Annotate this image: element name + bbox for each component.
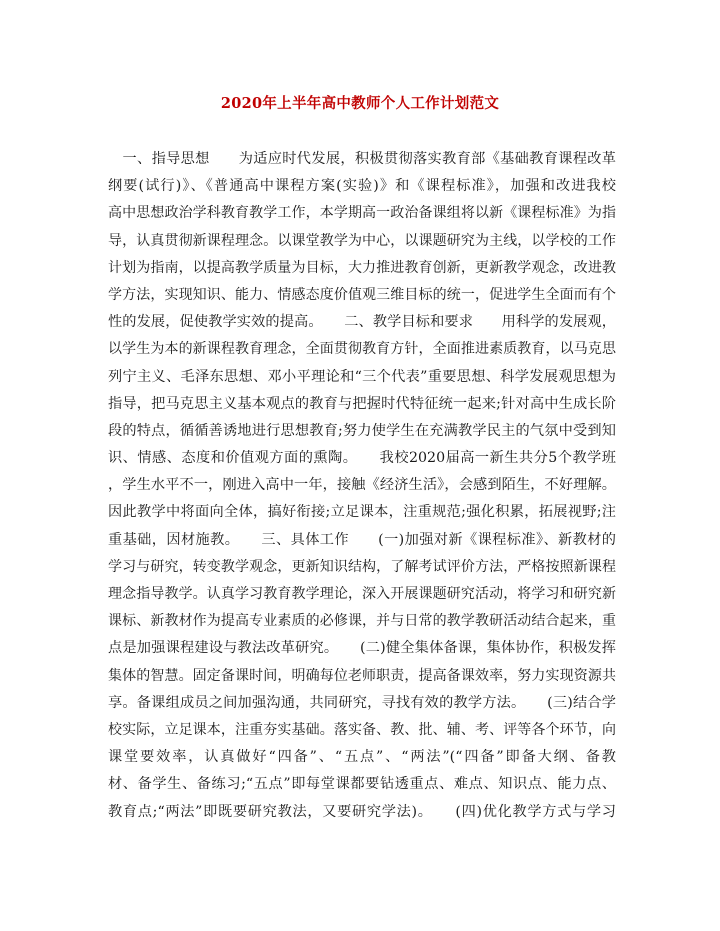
body-line: 集体的智慧。固定备课时间，明确每位老师职责，提高备课效率，努力实现资源共 — [108, 667, 616, 684]
body-line: 段的特点，循循善诱地进行思想教育;努力使学生在充满教学民主的气氛中受到知 — [108, 422, 616, 439]
body-line: 课堂要效率，认真做好“四备”、“五点”、“两法”(“四备”即备大纲、备教 — [108, 749, 616, 766]
body-line: 以学生为本的新课程教育理念，全面贯彻教育方针，全面推进素质教育，以马克思 — [108, 341, 616, 358]
body-line: 导，认真贯彻新课程理念。以课堂教学为中心，以课题研究为主线，以学校的工作 — [108, 232, 616, 249]
body-line: 计划为指南，以提高教学质量为目标，大力推进教育创新，更新教学观念，改进教 — [108, 259, 616, 276]
body-line: 高中思想政治学科教育教学工作，本学期高一政治备课组将以新《课程标准》为指 — [108, 205, 616, 222]
body-line: 校实际，立足课本，注重夯实基础。落实备、教、批、辅、考、评等各个环节，向 — [108, 721, 616, 738]
body-line: 学习与研究，转变教学观念，更新知识结构，了解考试评价方法，严格按照新课程 — [108, 558, 616, 575]
document-body — [108, 146, 616, 826]
body-line: 课标、新教材作为提高专业素质的必修课，并与日常的教学教研活动结合起来，重 — [108, 613, 616, 630]
body-line: 性的发展，促使教学实效的提高。 二、教学目标和要求 用科学的发展观， — [108, 314, 616, 331]
body-line: 因此教学中将面向全体，搞好衔接;立足课本，注重规范;强化积累，拓展视野;注 — [108, 504, 616, 521]
document-title: 2020年上半年高中教师个人工作计划范文 — [220, 95, 500, 112]
body-line: ，学生水平不一，刚进入高中一年，接触《经济生活》，会感到陌生，不好理解。 — [108, 477, 616, 494]
body-line: 点是加强课程建设与教法改革研究。 (二)健全集体备课，集体协作，积极发挥 — [108, 640, 616, 657]
body-line: 一、指导思想 为适应时代发展，积极贯彻落实教育部《基础教育课程改革 — [108, 151, 616, 167]
body-line: 享。备课组成员之间加强沟通，共同研究，寻找有效的教学方法。 (三)结合学 — [108, 694, 616, 711]
body-line: 纲要(试行)》、《普通高中课程方案(实验)》和《课程标准》，加强和改进我校 — [108, 178, 616, 195]
body-line: 指导，把马克思主义基本观点的教育与把握时代特征统一起来;针对高中生成长阶 — [108, 395, 616, 412]
body-line: 教育点;“两法”即既要研究教法，又要研究学法)。 (四)优化教学方式与学习 — [108, 803, 616, 820]
body-line: 材、备学生、备练习;“五点”即每堂课都要钻透重点、难点、知识点、能力点、 — [108, 776, 616, 793]
body-line: 重基础，因材施教。 三、具体工作 (一)加强对新《课程标准》、新教材的 — [108, 531, 616, 548]
body-line: 识、情感、态度和价值观方面的熏陶。 我校2020届高一新生共分5个教学班 — [108, 450, 616, 467]
body-line: 学方法，实现知识、能力、情感态度价值观三维目标的统一，促进学生全面而有个 — [108, 286, 616, 303]
body-line: 理念指导教学。认真学习教育教学理论，深入开展课题研究活动，将学习和研究新 — [108, 586, 616, 602]
body-line: 列宁主义、毛泽东思想、邓小平理论和“三个代表”重要思想、科学发展观思想为 — [108, 368, 616, 385]
